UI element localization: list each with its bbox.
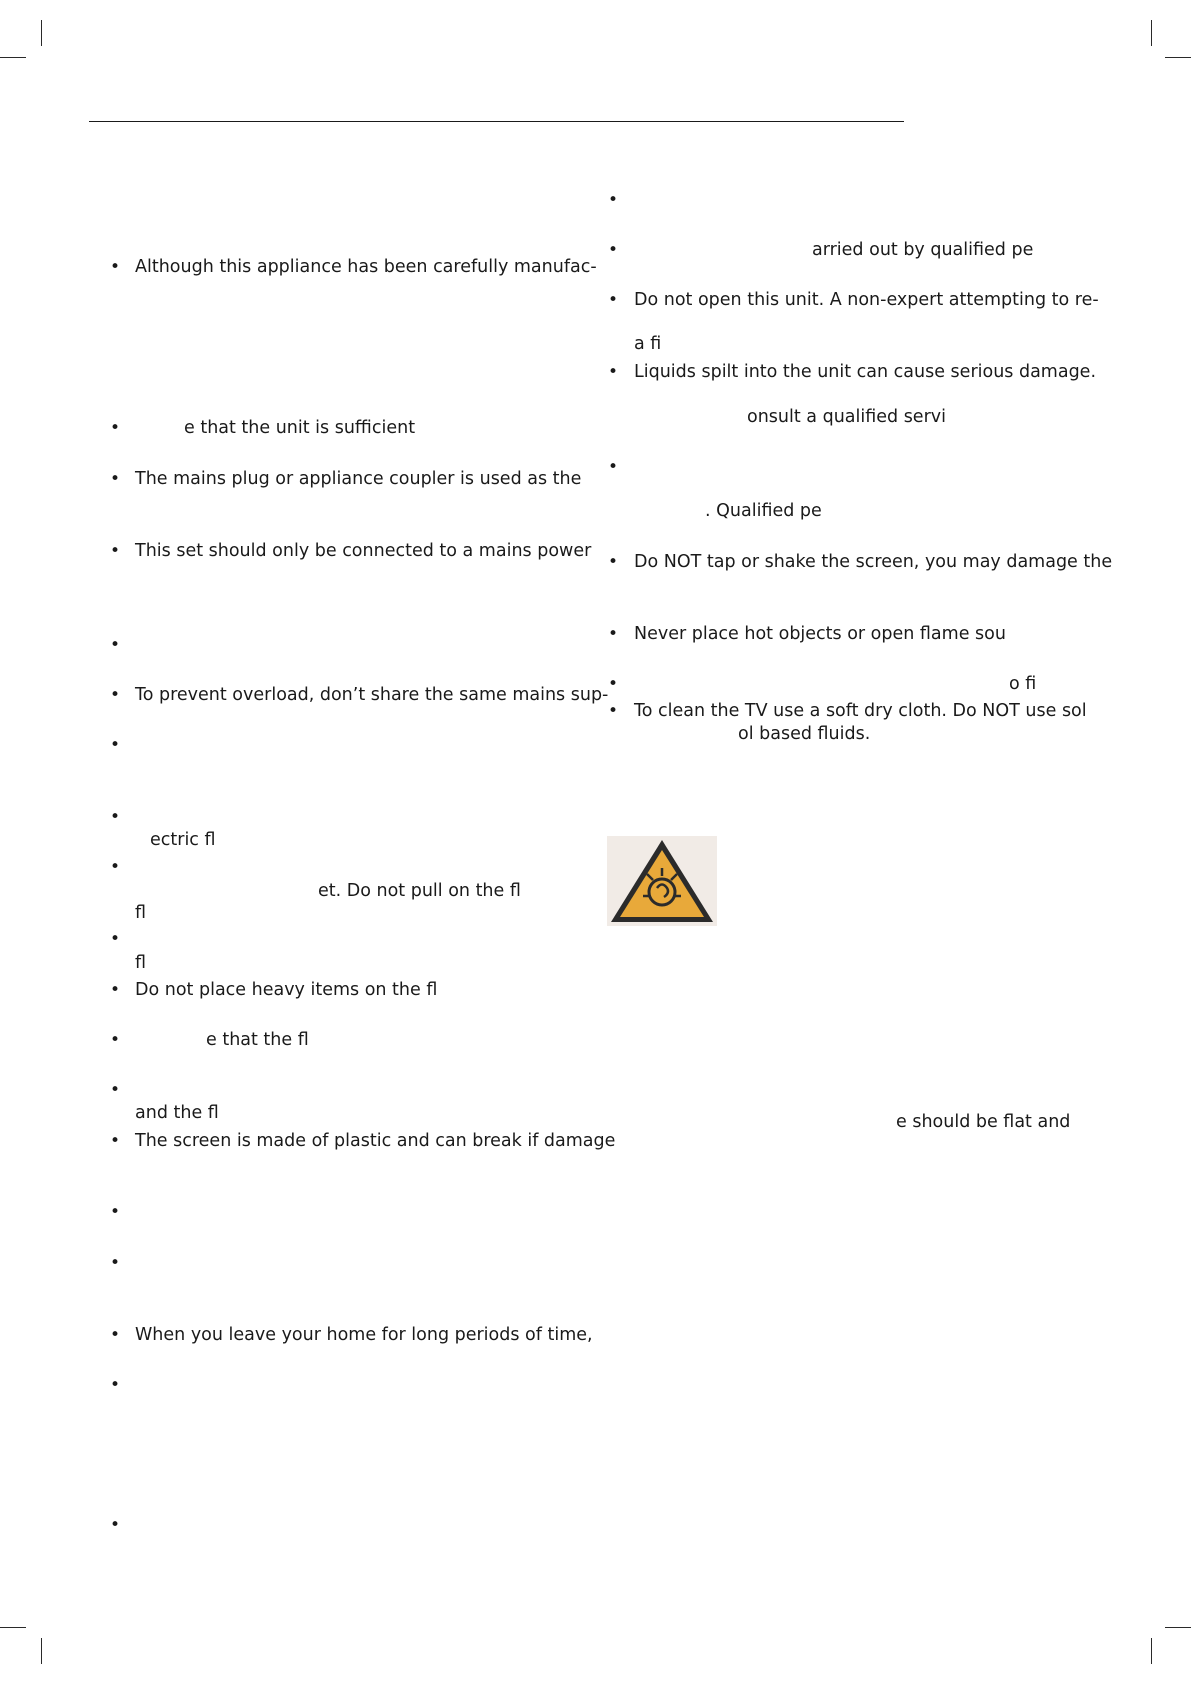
bullet: • [608,190,619,210]
bullet: • [608,674,619,694]
text-line: The mains plug or appliance coupler is used as the [135,469,582,489]
bullet: • [110,257,121,277]
text-line: To prevent overload, don’t share the same mains sup- [135,685,609,705]
crop-mark [0,57,26,58]
text-line: and the fl [135,1103,219,1123]
text-line: When you leave your home for long periods of time, [135,1325,593,1345]
bullet: • [110,685,121,705]
bullet: • [110,1030,121,1050]
bullet: • [608,457,619,477]
text-line: e that the unit is sufficient [184,418,416,438]
bullet: • [110,1325,121,1345]
text-line: ol based fluids. [738,724,871,744]
header-rule [89,121,904,122]
crop-mark [1165,1627,1191,1628]
bullet: • [110,857,121,877]
text-line: ectric fl [150,830,216,850]
bullet: • [110,980,121,1000]
text-line: The screen is made of plastic and can break if damage [135,1131,616,1151]
bullet: • [608,290,619,310]
crop-mark [1165,57,1191,58]
bullet: • [608,624,619,644]
bullet: • [110,1080,121,1100]
text-line: This set should only be connected to a mains power [135,541,592,561]
bullet: • [110,418,121,438]
crop-mark [1151,1638,1152,1664]
bullet: • [110,1253,121,1273]
text-line: e should be flat and [896,1112,1071,1132]
text-line: Do NOT tap or shake the screen, you may damage the [634,552,1113,572]
bullet: • [608,240,619,260]
text-line: Do not place heavy items on the fl [135,980,438,1000]
bullet: • [608,552,619,572]
text-line: fl [135,953,147,973]
crop-mark [41,1638,42,1664]
text-line: Do not open this unit. A non-expert attempting to re- [634,290,1099,310]
bullet: • [110,1131,121,1151]
text-line: To clean the TV use a soft dry cloth. Do NOT use sol [634,701,1087,721]
crop-mark [41,20,42,46]
bullet: • [110,1375,121,1395]
bullet: • [110,929,121,949]
bullet: • [110,1515,121,1535]
text-line: Liquids spilt into the unit can cause serious damage. [634,362,1097,382]
text-line: et. Do not pull on the fl [318,881,521,901]
bullet: • [110,735,121,755]
crop-mark [0,1627,26,1628]
bullet: • [110,807,121,827]
bullet: • [110,541,121,561]
warning-triangle-svg [607,836,717,926]
bullet: • [608,701,619,721]
text-line: a fi [634,334,662,354]
text-line: fl [135,903,147,923]
bullet: • [110,469,121,489]
hearing-damage-warning-icon [607,836,717,926]
bullet: • [110,635,121,655]
text-line: arried out by qualified pe [812,240,1034,260]
text-line: . Qualified pe [705,501,822,521]
text-line: o fi [1009,674,1037,694]
text-line: e that the fl [206,1030,309,1050]
text-line: Never place hot objects or open flame sou [634,624,1006,644]
text-line: onsult a qualified servi [747,407,946,427]
bullet: • [110,1202,121,1222]
bullet: • [608,362,619,382]
text-line: Although this appliance has been carefully manufac- [135,257,597,277]
crop-mark [1151,20,1152,46]
